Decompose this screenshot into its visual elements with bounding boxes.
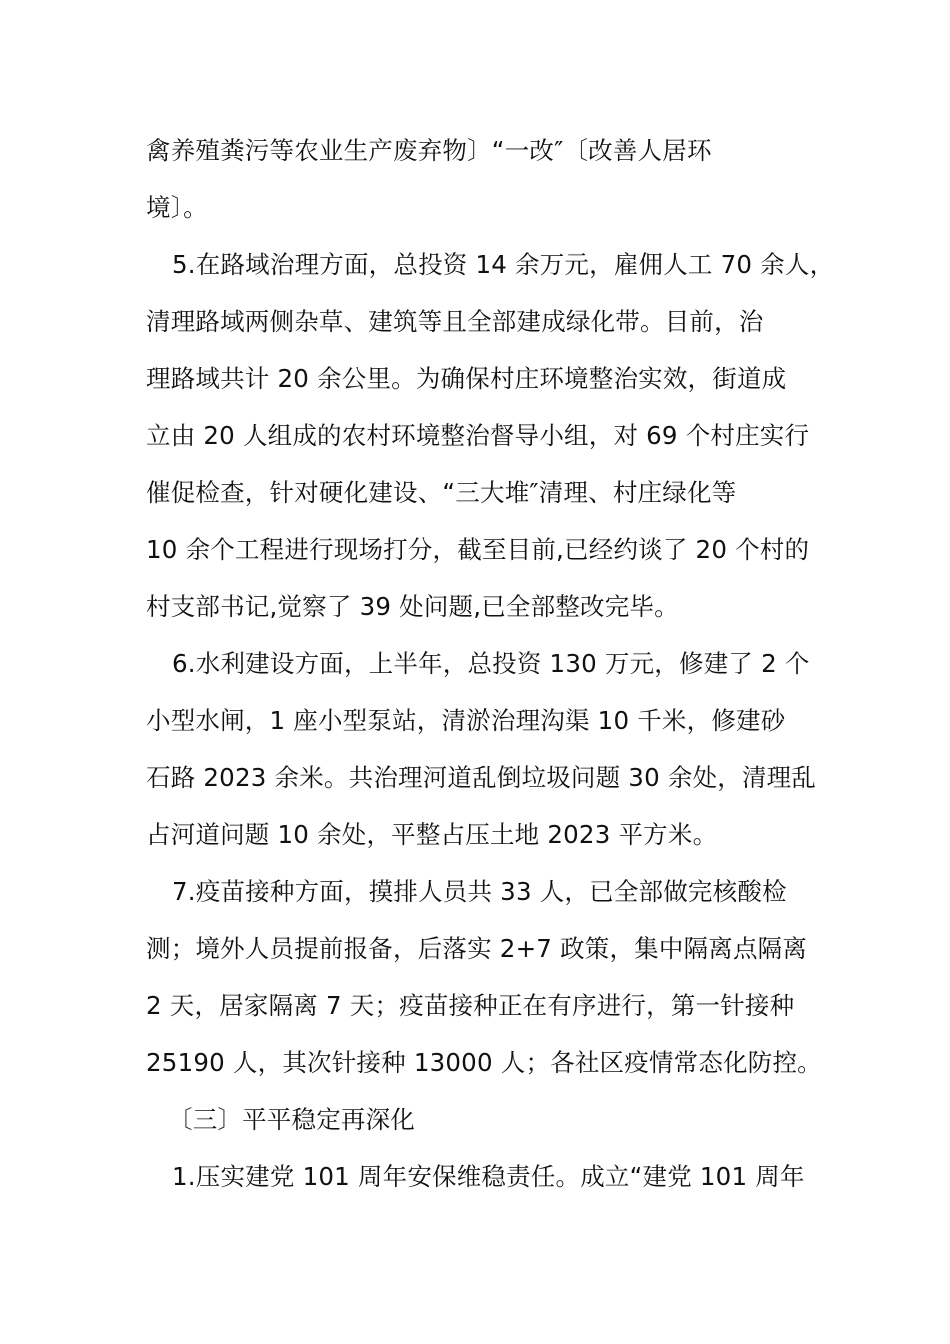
paragraph-line: 小型水闸，1 座小型泵站，清淤治理沟渠 10 千米，修建砂 <box>146 706 786 735</box>
paragraph-line: 6.水利建设方面，上半年，总投资 130 万元，修建了 2 个 <box>172 649 810 678</box>
paragraph-line: 1.压实建党 101 周年安保维稳责任。成立“建党 101 周年 <box>172 1162 805 1191</box>
paragraph-line: 测；境外人员提前报备，后落实 2+7 政策，集中隔离点隔离 <box>146 934 808 963</box>
paragraph-line: 石路 2023 余米。共治理河道乱倒垃圾问题 30 余处，清理乱 <box>146 763 817 792</box>
paragraph-line: 占河道问题 10 余处，平整占压土地 2023 平方米。 <box>146 820 718 849</box>
paragraph-line: 立由 20 人组成的农村环境整治督导小组，对 69 个村庄实行 <box>146 421 810 450</box>
paragraph-line: 清理路域两侧杂草、建筑等且全部建成绿化带。目前，治 <box>146 307 764 336</box>
paragraph-line: 5.在路域治理方面，总投资 14 余万元，雇佣人工 70 余人， <box>172 250 835 279</box>
paragraph-line: 10 余个工程进行现场打分，截至目前,已经约谈了 20 个村的 <box>146 535 810 564</box>
paragraph-line: 2 天，居家隔离 7 天；疫苗接种正在有序进行，第一针接种 <box>146 991 795 1020</box>
paragraph-line: 25190 人，其次针接种 13000 人；各社区疫情常态化防控。 <box>146 1048 822 1077</box>
paragraph-line: 催促检查，针对硬化建设、“三大堆″清理、村庄绿化等 <box>146 478 737 507</box>
paragraph-line: 境〕。 <box>146 193 208 222</box>
paragraph-line: 理路域共计 20 余公里。为确保村庄环境整治实效，街道成 <box>146 364 787 393</box>
section-heading: 〔三〕平平稳定再深化 <box>168 1105 415 1134</box>
paragraph-line: 7.疫苗接种方面，摸排人员共 33 人，已全部做完核酸检 <box>172 877 787 906</box>
paragraph-line: 村支部书记,觉察了 39 处问题,已全部整改完毕。 <box>146 592 679 621</box>
paragraph-line: 禽养殖粪污等农业生产废弃物〕“一改″〔改善人居环 <box>146 136 712 165</box>
